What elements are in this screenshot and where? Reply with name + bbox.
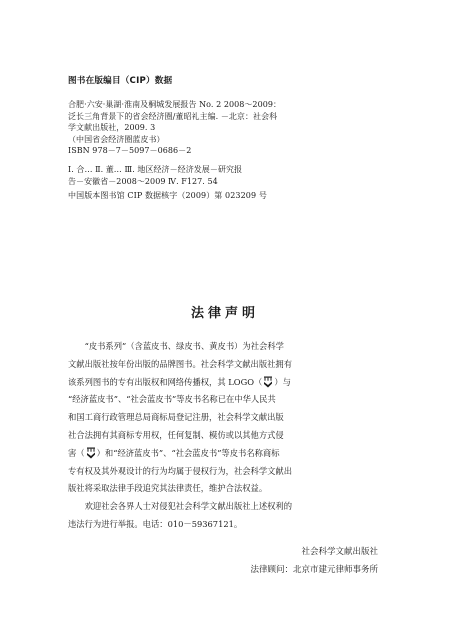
legal-line: 专有权及其外观设计的行为均属于侵权行为，社会科学文献出: [68, 465, 293, 476]
legal-line: 社合法拥有其商标专用权，任何复制、模仿或以其他方式侵: [68, 429, 284, 440]
cip-isbn: ISBN 978－7－5097－0686－2: [68, 146, 192, 156]
cip-line: 泛长三角背景下的省会经济圈/董昭礼主编. －北京：社会科: [68, 111, 278, 121]
publisher-signature: 社会科学文献出版社: [301, 547, 378, 557]
legal-line: “经济蓝皮书”、“社会蓝皮书”等皮书名称已在中华人民共: [68, 394, 276, 405]
cip-line: 学文献出版社，2009. 3: [68, 123, 156, 133]
pishu-logo-icon: [86, 447, 96, 459]
cip-line: 合肥·六安·巢湖·淮南及桐城发展报告 No. 2 2008～2009：: [68, 100, 282, 109]
legal-line: 违法行为进行举报。电话：010－59367121。: [68, 518, 243, 529]
legal-line: 和国工商行政管理总局商标局登记注册，社会科学文献出版: [68, 412, 284, 423]
legal-notice-title: 法律声明: [190, 306, 259, 321]
cip-heading: 图书在版编目（CIP）数据: [68, 76, 173, 86]
cip-record: [68, 99, 408, 187]
legal-line: 文献出版社按年份出版的品牌图书。社会科学文献出版社拥有: [68, 358, 293, 369]
legal-counsel: 法律顾问：北京市建元律师事务所: [250, 565, 378, 575]
legal-line: 欢迎社会各界人士对侵犯社会科学文献出版社上述权利的: [84, 501, 293, 512]
cip-series: （中国省会经济圈蓝皮书）: [68, 134, 165, 144]
legal-line: 该系列图书的专有出版权和网络传播权，其 LOGO（ ）与: [68, 376, 291, 387]
cip-classification: Ⅰ. 合… Ⅱ. 董… Ⅲ. 地区经济－经济发展－研究报: [68, 164, 243, 174]
cip-classification: 告－安徽省－2008～2009 Ⅳ. F127. 54: [68, 176, 218, 186]
pishu-logo-icon: [263, 376, 273, 388]
cip-data-number: 中国版本图书馆 CIP 数据核字（2009）第 023209 号: [68, 191, 267, 200]
legal-line: 害（ ）和“经济蓝皮书”、“社会蓝皮书”等皮书名称商标: [68, 447, 280, 458]
legal-line: 版社将采取法律手段追究其法律责任，维护合法权益。: [68, 483, 268, 494]
legal-line: “皮书系列”（含蓝皮书、绿皮书、黄皮书）为社会科学: [84, 341, 284, 351]
legal-notice-body: [68, 338, 388, 534]
